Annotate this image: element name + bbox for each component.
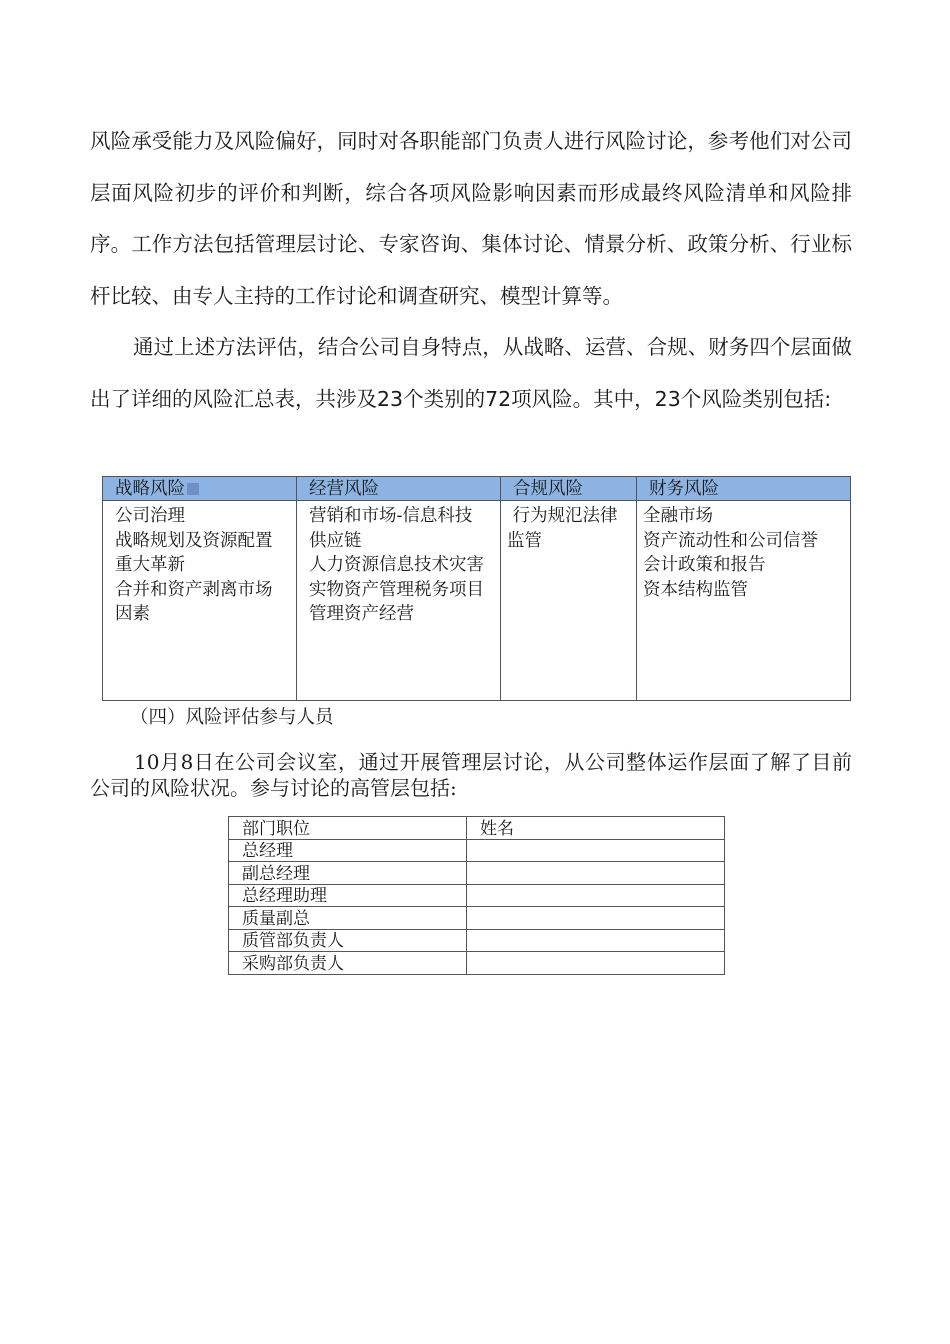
paragraph-meeting: 10月8日在公司会议室，通过开展管理层讨论，从公司整体运作层面了解了目前公司的风险状况。参与讨论的高管层包括: [90,750,852,800]
position-cell: 采购部负责人 [229,952,467,975]
list-item: 合并和资产剥离市场 [115,579,273,600]
position-cell: 总经理助理 [229,884,467,907]
table-row [229,839,725,862]
list-item: 重大革新 [115,555,185,575]
list-item: 因素 [115,604,150,624]
table-header-row [229,817,725,840]
list-item: 资本结构监管 [643,579,748,600]
list-item: 供应链 [309,530,362,551]
name-cell [467,862,725,885]
list-item: 管理资产经营 [309,604,414,624]
list-item: 全融市场 [643,506,713,526]
header-strategic-risk: 战略风险 [103,477,297,501]
header-compliance-risk: 合规风险 [501,477,637,501]
name-cell [467,929,725,952]
position-cell: 质量副总 [229,907,467,930]
risk-table-body-row [103,501,851,701]
table-row [229,929,725,952]
risk-table-header-row [103,477,851,501]
header-financial-risk: 财务风险 [637,477,851,501]
name-cell [467,907,725,930]
header-operational-risk: 经营风险 [297,477,501,501]
table-row [229,907,725,930]
participants-table [228,816,725,975]
compliance-risk-cell [501,501,637,701]
table-row [229,862,725,885]
financial-risk-cell [637,501,851,701]
square-marker-icon [187,483,199,495]
position-cell: 副总经理 [229,862,467,885]
list-item: 行为规氾法律 [507,506,618,526]
list-item: 监管 [507,530,542,551]
table-row [229,884,725,907]
operational-risk-cell [297,501,501,701]
list-item: 营销和市场-信息科技 [309,506,473,526]
list-item: 会计政策和报告 [643,555,766,575]
list-item: 战略规划及资源配置 [115,530,273,551]
list-item: 公司治理 [115,506,185,526]
position-cell: 总经理 [229,839,467,862]
header-position: 部门职位 [229,817,467,840]
section-heading: （四）风险评估参与人员 [130,707,334,728]
paragraph-methods: 风险承受能力及风险偏好，同时对各职能部门负责人进行风险讨论，参考他们对公司层面风险初步的评价和判断，综合各项风险影响因素而形成最终风险清单和风险排序。工作方法包括管理层讨论、专家咨询、集体讨论、情景分析、政策分析、行业标杆比较、由专人主持的工作讨论和调查研究、模型计算等。 [90,129,852,308]
list-item: 人力资源信息技术灾害 [309,555,484,575]
list-item: 实物资产管理税务项目 [309,579,484,600]
paragraph-summary: 通过上述方法评估，结合公司自身特点，从战略、运营、合规、财务四个层面做出了详细的风险汇总表，共涉及23个类别的72项风险。其中，23个风险类别包括: [90,335,852,411]
table-row [229,952,725,975]
strategic-risk-cell [103,501,297,701]
list-item: 资产流动性和公司信誉 [643,530,818,551]
name-cell [467,952,725,975]
position-cell: 质管部负责人 [229,929,467,952]
name-cell [467,884,725,907]
risk-category-table [102,476,851,701]
name-cell [467,839,725,862]
header-name: 姓名 [467,817,725,840]
